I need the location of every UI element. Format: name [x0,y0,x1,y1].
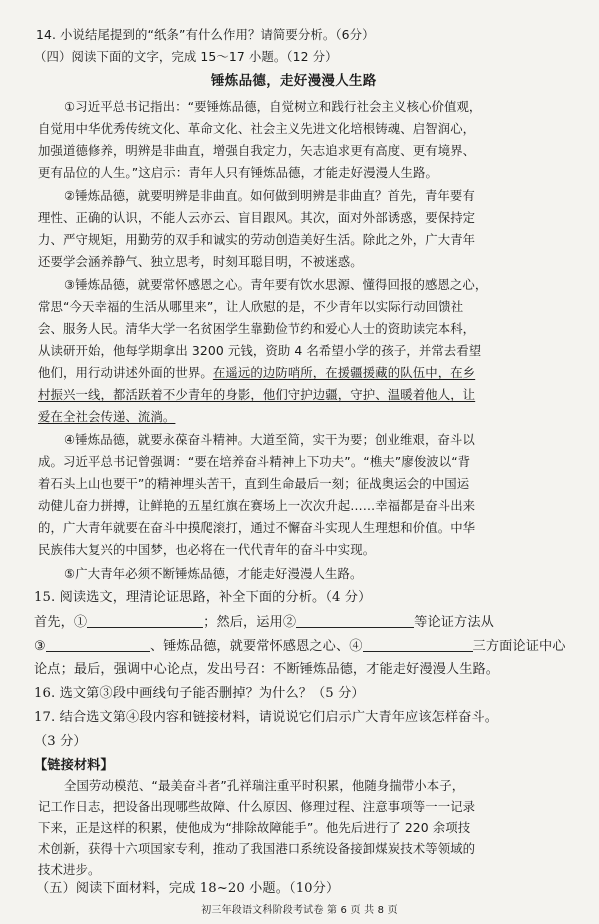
paragraph-1-line: 自觉用中华优秀传统文化、革命文化、社会主义先进文化培根铸魂、启智润心， [38,121,476,136]
question-16: 16. 选文第③段中画线句子能否删掉？为什么？（5 分） [34,686,365,701]
paragraph-3-line: ③锤炼品德，就要常怀感恩之心。青年要有饮水思源、懂得回报的感恩之心， [64,277,488,292]
underlined-sentence: 在遥远的边防哨所，在援疆援藏的队伍中，在乡 [212,365,476,380]
q15-text: 等论证方法从 [414,615,494,630]
link-material-heading: 【链接材料】 [34,758,114,773]
question-15-fill-line: 论点；最后，强调中心论点，发出号召：不断锤炼品德，才能走好漫漫人生路。 [34,662,500,677]
paragraph-4-line: 的，广大青年就要在奋斗中摸爬滚打，通过不懈奋斗实现人生理想和价值。中华 [38,520,476,535]
paragraph-4-line: ④锤炼品德，就要永葆奋斗精神。大道至简，实干为要；创业维艰，奋斗以 [64,432,475,447]
question-17-score: （3 分） [34,734,87,749]
paragraph-4-line: 民族伟大复兴的中国梦，也必将在一代代青年的奋斗中实现。 [38,542,376,557]
paragraph-1-line: 加强道德修养，明辨是非曲直，增强自我定力，矢志追求更有高度、更有境界、 [38,143,476,158]
link-material-line: 下来，正是这样的积累，使他成为“排除故障能手”。他先后进行了 220 余项技 [38,820,471,835]
paragraph-2-line: 力、严守规矩，用勤劳的双手和诚实的劳动创造美好生活。除此之外，广大青年 [38,232,476,247]
question-17: 17. 结合选文第④段内容和链接材料，请说说它们启示广大青年应该怎样奋斗。 [34,710,499,725]
answer-blank-4[interactable] [363,637,473,652]
paragraph-2-line: 还要学会涵养静气、独立思考，时刻耳聪目明，不被迷惑。 [38,254,363,269]
paragraph-1-line: 更有品位的人生。”这启示：青年人只有锤炼品德，才能走好漫漫人生路。 [38,165,439,180]
section-5-heading: （五）阅读下面材料，完成 18~20 小题。（10分） [36,881,340,896]
paragraph-3-text: 他们，用行动讲述外面的世界。 [38,365,213,380]
page-footer: 初三年段语文科阶段考试卷 第 6 页 共 8 页 [201,905,398,916]
q15-text: 三方面论证中心 [472,639,566,654]
paragraph-3-line: 会、服务人民。清华大学一名贫困学生靠勤俭节约和爱心人士的资助读完本科， [38,321,476,336]
question-15-fill-line [34,637,566,656]
paragraph-2-line: ②锤炼品德，就要明辨是非曲直。如何做到明辨是非曲直？首先，青年要有 [64,188,475,203]
paragraph-2-line: 理性、正确的认识，不能人云亦云、盲目跟风。其次，面对外部诱惑，要保持定 [38,210,476,225]
link-material-line: 记工作日志，把设备出现哪些故障、什么原因、修理过程、注意事项等一一记录 [38,799,476,814]
paragraph-3-line: 从读研开始，他每学期拿出 3200 元钱，资助 4 名希望小学的孩子，并常去看望 [38,343,482,358]
section-4-heading: （四）阅读下面的文字，完成 15～17 小题。（12 分） [34,49,338,64]
q15-text: 、锤炼品德，就要常怀感恩之心、④ [149,639,363,654]
paragraph-4-line: 着石头上山也要干”的精神埋头苦干，直到生命最后一刻；征战奥运会的中国运 [38,476,470,491]
paragraph-3-line: 常思“今天幸福的生活从哪里来”，让人欣慰的是，不少青年以实际行动回馈社 [38,299,464,314]
question-14: 14. 小说结尾提到的“纸条”有什么作用？请简要分析。（6分） [36,27,375,42]
paragraph-4-line: 动健儿奋力拼搏，让鲜艳的五星红旗在赛场上一次次升起……幸福都是奋斗出来 [38,498,476,513]
paragraph-4-line: 成。习近平总书记曾强调：“要在培养奋斗精神上下功夫”。“樵夫”廖俊波以“背 [38,454,471,469]
question-15-fill-line [34,613,494,632]
q15-text: ；然后，运用② [203,615,297,630]
answer-blank-1[interactable] [87,613,203,628]
underlined-sentence: 爱在全社会传递、流淌。 [38,409,176,424]
paragraph-1-line: ①习近平总书记指出：“要锤炼品德，自觉树立和践行社会主义核心价值观， [64,99,482,114]
q15-text: ③ [34,639,46,654]
link-material-line: 术创新，获得十六项国家专利，推动了我国港口系统设备接卸煤炭技术等领域的 [38,841,476,856]
link-material-line: 技术进步。 [38,862,101,877]
question-15: 15. 阅读选文，理清论证思路，补全下面的分析。（4 分） [34,590,372,605]
paragraph-3-line [38,408,175,426]
paragraph-5: ⑤广大青年必须不断锤炼品德，才能走好漫漫人生路。 [64,566,363,581]
underlined-sentence: 村振兴一线，都活跃着不少青年的身影，他们守护边疆，守护、温暖着他人，让 [38,387,476,402]
answer-blank-3[interactable] [46,637,150,652]
paragraph-3-line [38,364,475,382]
answer-blank-2[interactable] [296,613,414,628]
q15-text: 首先，① [34,615,88,630]
link-material-line: 全国劳动模范、“最美奋斗者”孔祥瑞注重平时积累，他随身揣带小本子， [64,778,465,793]
article-title: 锤炼品德，走好漫漫人生路 [211,73,377,89]
